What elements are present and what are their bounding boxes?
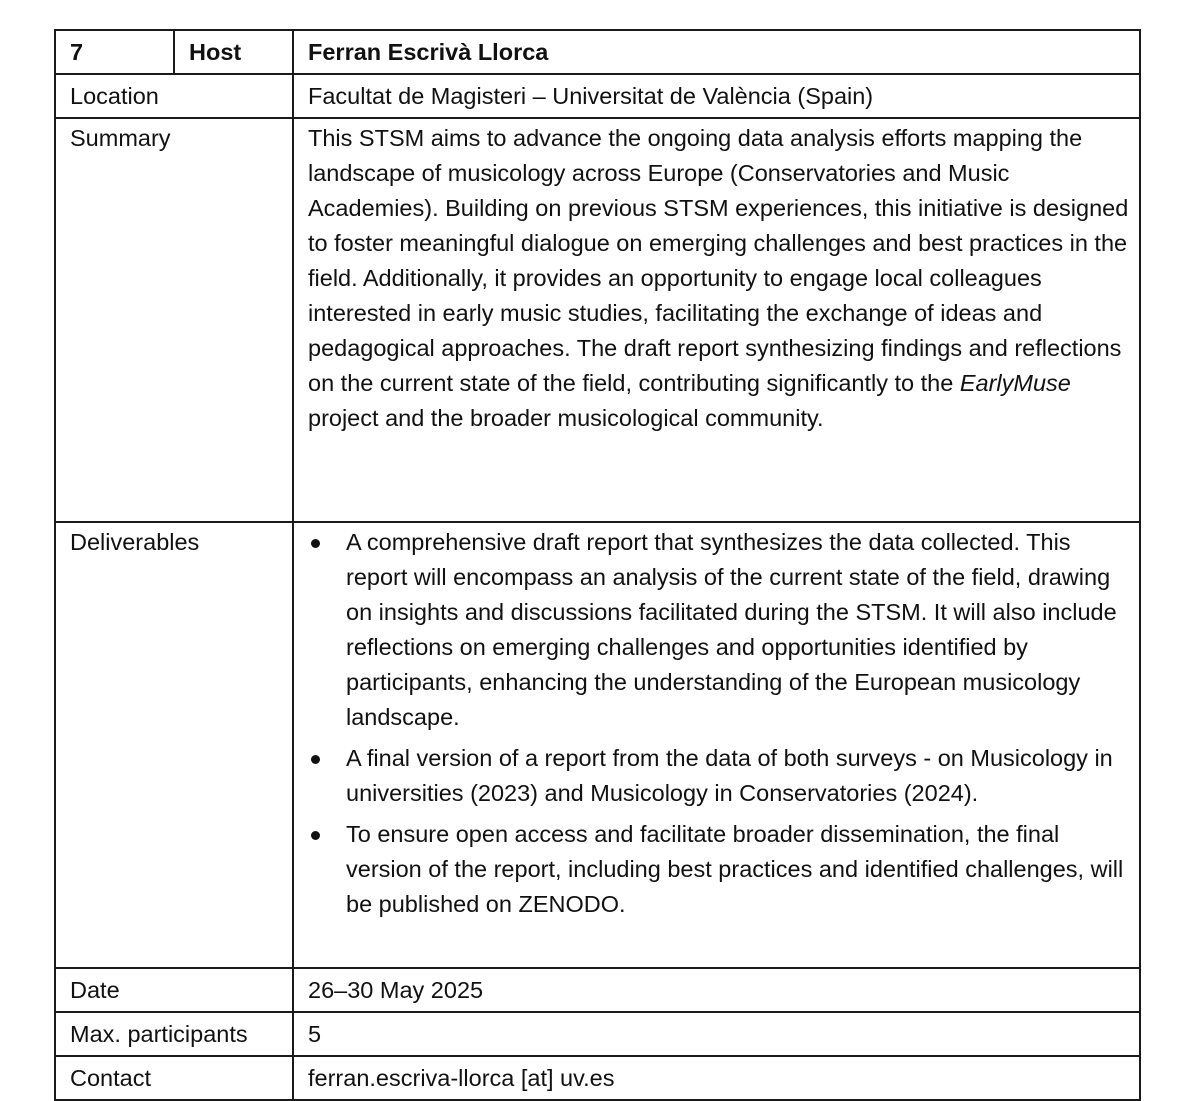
summary-row <box>55 118 1140 522</box>
date-value: 26–30 May 2025 <box>293 968 1140 1012</box>
host-label: Host <box>174 30 293 74</box>
deliverables-list <box>308 525 1131 922</box>
deliverable-text: To ensure open access and facilitate broader dissemination, the final version of the report, including best practices and identified challenges, will be published on ZENODO. <box>346 821 1124 917</box>
list-item <box>308 817 1131 922</box>
contact-value: ferran.escriva-llorca [at] uv.es <box>293 1056 1140 1100</box>
deliverables-list-cell <box>293 522 1140 968</box>
deliverable-text: A final version of a report from the data of both surveys - on Musicology in universities (2023) and Musicology in Conservatories (2024). <box>346 745 1113 806</box>
summary-label: Summary <box>55 118 293 522</box>
bullet-icon <box>311 755 320 764</box>
stsm-info-table <box>54 29 1141 1101</box>
summary-text-part-1: This STSM aims to advance the ongoing data analysis efforts mapping the landscape of musicology across Europe (Conservatories and Music Academies). Building on previous STSM experiences, this initiative is designed to foster meaningful dialogue on emerging challenges and best practices in the field. Additionally, it provides an opportunity to engage local colleagues interested in early music studies, facilitating the exchange of ideas and pedagogical approaches. The draft report synthesizing findings and reflections on the current state of the field, contributing significantly to the <box>308 125 1129 396</box>
date-label: Date <box>55 968 293 1012</box>
bullet-icon <box>311 539 320 548</box>
host-row <box>55 30 1140 74</box>
location-row <box>55 74 1140 118</box>
location-label: Location <box>55 74 293 118</box>
list-item <box>308 741 1131 811</box>
date-row <box>55 968 1140 1012</box>
deliverables-label: Deliverables <box>55 522 293 968</box>
bullet-icon <box>311 831 320 840</box>
list-item <box>308 525 1131 735</box>
deliverable-text: A comprehensive draft report that synthesizes the data collected. This report will encompass an analysis of the current state of the field, drawing on insights and discussions facilitated during the STSM. It will also include reflections on emerging challenges and opportunities identified by participants, enhancing the understanding of the European musicology landscape. <box>346 529 1117 730</box>
host-name: Ferran Escrivà Llorca <box>293 30 1140 74</box>
deliverables-row <box>55 522 1140 968</box>
max-participants-label: Max. participants <box>55 1012 293 1056</box>
summary-text <box>293 118 1140 522</box>
stsm-number: 7 <box>55 30 174 74</box>
contact-label: Contact <box>55 1056 293 1100</box>
contact-row <box>55 1056 1140 1100</box>
summary-project-name: EarlyMuse <box>959 370 1071 396</box>
max-participants-row <box>55 1012 1140 1056</box>
max-participants-value: 5 <box>293 1012 1140 1056</box>
summary-text-part-2: project and the broader musicological community. <box>308 405 824 431</box>
location-value: Facultat de Magisteri – Universitat de València (Spain) <box>293 74 1140 118</box>
